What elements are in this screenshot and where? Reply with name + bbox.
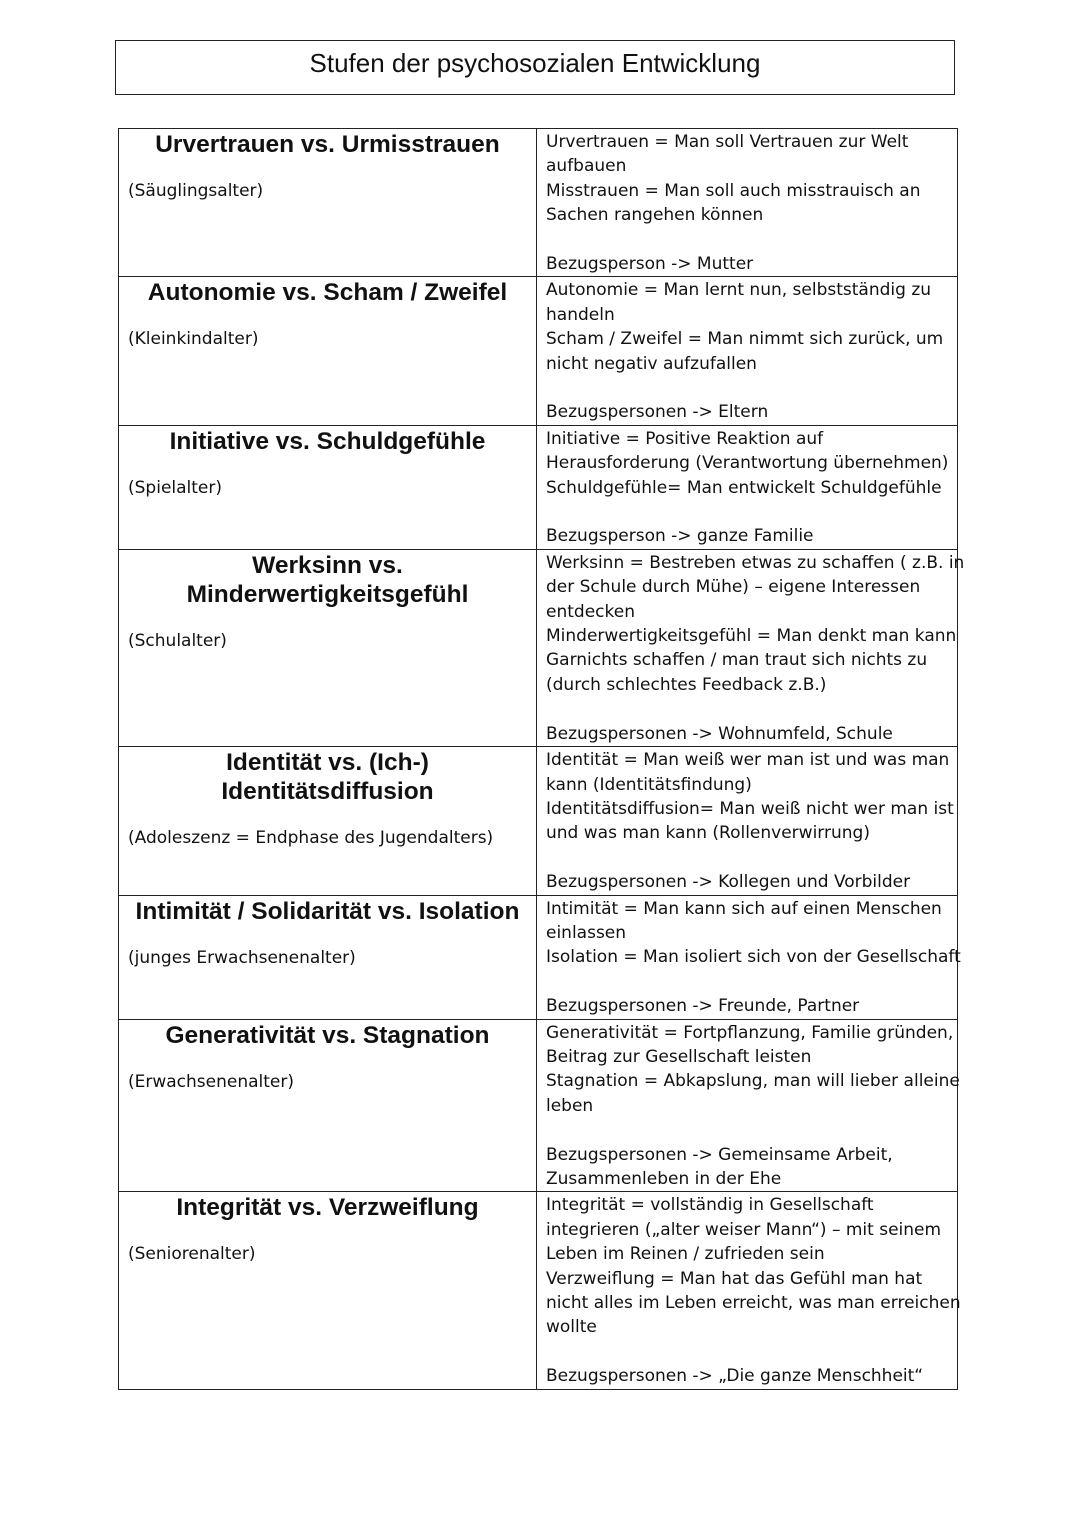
stage-age: (Spielalter) bbox=[128, 477, 223, 498]
stage-description-cell bbox=[537, 1192, 961, 1389]
stage-name-cell bbox=[119, 1192, 537, 1389]
description-line: Identität = Man weiß wer man ist und was man bbox=[546, 750, 950, 771]
stage-row bbox=[119, 1019, 958, 1192]
description-line: integrieren („alter weiser Mann“) – mit seinem bbox=[546, 1219, 942, 1240]
stage-row bbox=[119, 277, 958, 425]
description-line: Leben im Reinen / zufrieden sein bbox=[546, 1244, 825, 1265]
description-line: (durch schlechtes Feedback z.B.) bbox=[546, 674, 827, 695]
stage-name-cell bbox=[119, 895, 537, 1019]
stage-name-cell bbox=[119, 1019, 537, 1192]
description-line: Misstrauen = Man soll auch misstrauisch an bbox=[546, 180, 921, 201]
stage-age: (junges Erwachsenenalter) bbox=[128, 947, 356, 968]
stage-title-line: Minderwertigkeitsgefühl bbox=[186, 580, 469, 608]
stage-age: (Adoleszenz = Endphase des Jugendalters) bbox=[128, 828, 494, 849]
description-line: leben bbox=[546, 1095, 594, 1116]
stage-description bbox=[537, 1192, 961, 1388]
stage-age: (Schulalter) bbox=[128, 630, 227, 651]
spacer bbox=[546, 228, 953, 252]
description-line: kann (Identitätsfindung) bbox=[546, 774, 752, 795]
description-line: entdecken bbox=[546, 601, 635, 622]
stage-age: (Säuglingsalter) bbox=[128, 181, 264, 201]
stage-description-cell bbox=[537, 425, 958, 549]
description-line: Integrität = vollständig in Gesellschaft bbox=[546, 1195, 874, 1216]
stages-table bbox=[118, 128, 965, 1390]
stage-title-line: Identität vs. (Ich-) bbox=[226, 749, 429, 777]
stage-description-cell bbox=[537, 277, 958, 425]
stage-description bbox=[537, 550, 965, 746]
spacer bbox=[546, 846, 953, 870]
stage-row bbox=[119, 129, 958, 277]
description-line: Scham / Zweifel = Man nimmt sich zurück, um bbox=[546, 329, 944, 350]
description-line: Werksinn = Bestreben etwas zu schaffen ( z.B. in bbox=[546, 552, 965, 573]
stage-title: Intimität / Solidarität vs. Isolation bbox=[135, 897, 520, 925]
description-line: und was man kann (Rollenverwirrung) bbox=[546, 823, 870, 844]
stage-title: Generativität vs. Stagnation bbox=[165, 1021, 490, 1049]
description-line: Herausforderung (Verantwortung übernehmen) bbox=[546, 453, 949, 474]
stage-row bbox=[119, 549, 958, 746]
description-line: wollte bbox=[546, 1317, 597, 1338]
stage-description-cell bbox=[537, 549, 965, 746]
stage-name-cell bbox=[119, 747, 537, 895]
spacer bbox=[546, 1340, 953, 1364]
description-line: einlassen bbox=[546, 922, 627, 943]
stage-description bbox=[537, 277, 957, 424]
reference-person-continued: Zusammenleben in der Ehe bbox=[546, 1168, 782, 1189]
stage-age: (Erwachsenenalter) bbox=[128, 1071, 295, 1092]
stage-title: Autonomie vs. Scham / Zweifel bbox=[147, 279, 508, 307]
description-line: Stagnation = Abkapslung, man will lieber alleine bbox=[546, 1071, 960, 1092]
stage-name-cell bbox=[119, 425, 537, 549]
stage-name-cell bbox=[119, 277, 537, 425]
description-line: Garnichts schaffen / man traut sich nichts zu bbox=[546, 650, 928, 671]
reference-person: Bezugspersonen -> Freunde, Partner bbox=[546, 996, 860, 1017]
stage-title: Initiative vs. Schuldgefühle bbox=[169, 427, 486, 455]
stage-title: Urvertrauen vs. Urmisstrauen bbox=[155, 131, 500, 158]
stage-description-cell bbox=[537, 747, 958, 895]
stage-description bbox=[537, 426, 957, 549]
description-line: Verzweiflung = Man hat das Gefühl man hat bbox=[546, 1268, 923, 1289]
stage-title bbox=[119, 550, 536, 609]
stage-description-cell bbox=[537, 1019, 958, 1192]
stage-title: Integrität vs. Verzweiflung bbox=[176, 1194, 479, 1222]
stage-row bbox=[119, 747, 958, 895]
stage-description bbox=[537, 129, 957, 276]
stage-age: (Kleinkindalter) bbox=[128, 329, 259, 350]
page-title: Stufen der psychosozialen Entwicklung bbox=[309, 48, 761, 78]
description-line: Intimität = Man kann sich auf einen Menschen bbox=[546, 898, 942, 919]
stage-description bbox=[537, 896, 961, 1019]
description-line: Minderwertigkeitsgefühl = Man denkt man kann bbox=[546, 626, 957, 647]
description-line: Autonomie = Man lernt nun, selbstständig zu bbox=[546, 280, 932, 301]
title-box bbox=[115, 40, 955, 95]
description-line: Generativität = Fortpflanzung, Familie gründen, bbox=[546, 1022, 954, 1043]
reference-person: Bezugspersonen -> Eltern bbox=[546, 402, 769, 423]
spacer bbox=[546, 970, 953, 994]
stage-description bbox=[537, 747, 957, 894]
description-line: handeln bbox=[546, 304, 615, 325]
reference-person: Bezugsperson -> Mutter bbox=[546, 254, 754, 275]
reference-person: Bezugsperson -> ganze Familie bbox=[546, 526, 814, 547]
stage-description bbox=[537, 1020, 960, 1192]
description-line: der Schule durch Mühe) – eigene Interessen bbox=[546, 577, 921, 598]
spacer bbox=[546, 697, 953, 721]
description-line: aufbauen bbox=[546, 156, 627, 177]
stage-title-line: Werksinn vs. bbox=[252, 551, 403, 579]
reference-person: Bezugspersonen -> Gemeinsame Arbeit, bbox=[546, 1144, 893, 1165]
stage-name-cell bbox=[119, 549, 537, 746]
reference-person: Bezugspersonen -> Kollegen und Vorbilder bbox=[546, 872, 911, 893]
description-line: Schuldgefühle= Man entwickelt Schuldgefühle bbox=[546, 477, 942, 498]
stage-description-cell bbox=[537, 895, 961, 1019]
description-line: Identitätsdiffusion= Man weiß nicht wer man ist bbox=[546, 798, 954, 819]
stage-age: (Seniorenalter) bbox=[128, 1244, 256, 1265]
stage-row bbox=[119, 895, 958, 1019]
reference-person: Bezugspersonen -> „Die ganze Menschheit“ bbox=[546, 1366, 924, 1387]
description-line: Isolation = Man isoliert sich von der Gesellschaft bbox=[546, 947, 961, 968]
stage-description-cell bbox=[537, 129, 958, 277]
spacer bbox=[546, 500, 953, 524]
stage-title-line: Identitätsdiffusion bbox=[221, 778, 434, 806]
spacer bbox=[546, 376, 953, 400]
description-line: Sachen rangehen können bbox=[546, 205, 764, 226]
stage-row bbox=[119, 1192, 958, 1389]
description-line: nicht negativ aufzufallen bbox=[546, 353, 757, 374]
spacer bbox=[546, 1118, 953, 1142]
description-line: Beitrag zur Gesellschaft leisten bbox=[546, 1046, 812, 1067]
stages-table-body bbox=[119, 129, 965, 1390]
stage-row bbox=[119, 425, 958, 549]
description-line: nicht alles im Leben erreicht, was man erreichen bbox=[546, 1292, 961, 1313]
description-line: Initiative = Positive Reaktion auf bbox=[546, 428, 824, 449]
reference-person: Bezugspersonen -> Wohnumfeld, Schule bbox=[546, 723, 893, 744]
description-line: Urvertrauen = Man soll Vertrauen zur Welt bbox=[546, 132, 909, 152]
stage-title bbox=[119, 747, 536, 806]
stage-name-cell bbox=[119, 129, 537, 277]
